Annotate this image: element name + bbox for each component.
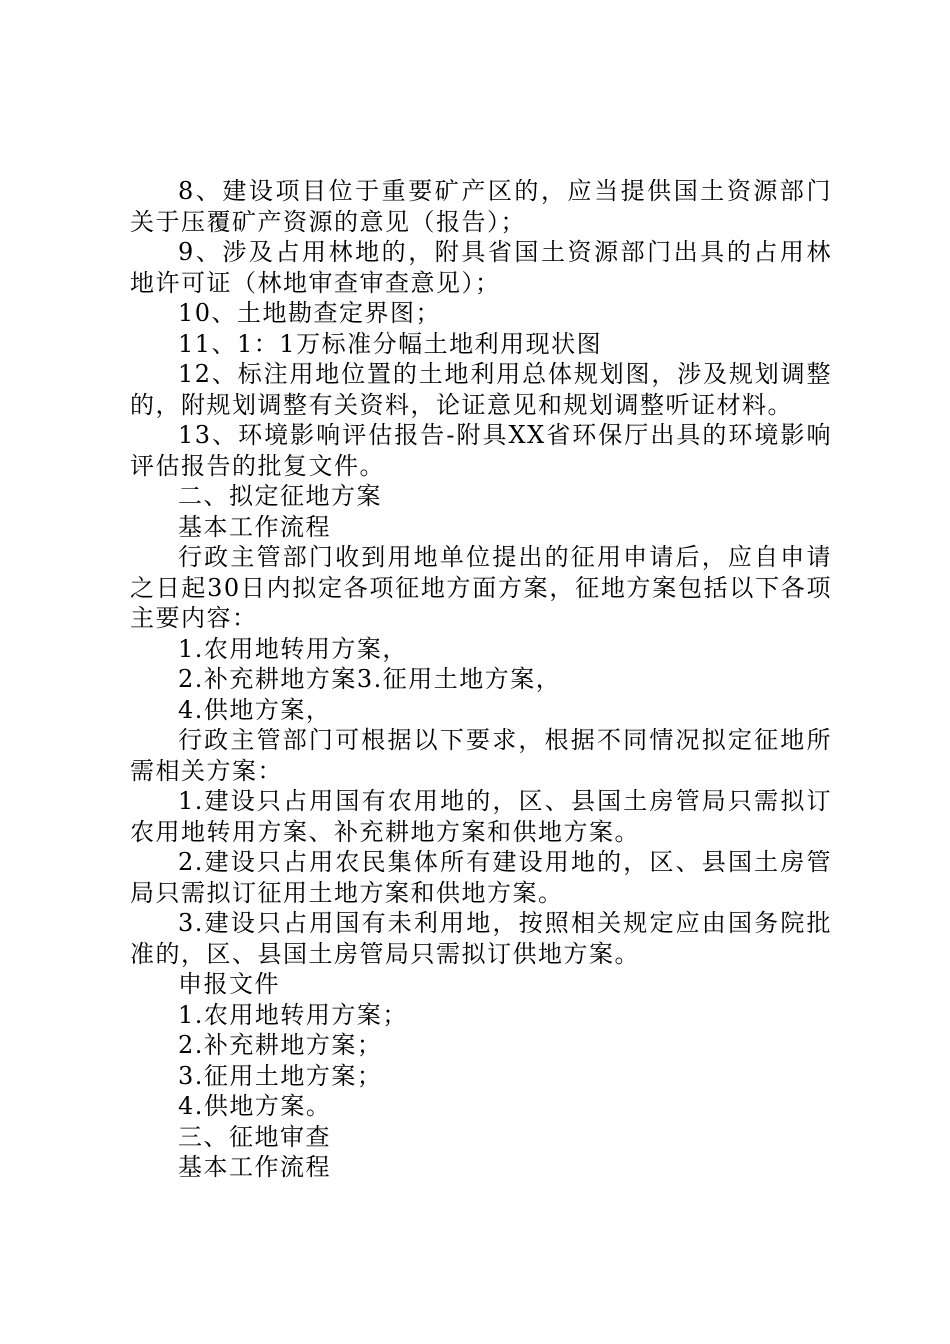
list-item: 3.征用土地方案；: [178, 1061, 383, 1090]
subsection-heading: 基本工作流程: [178, 512, 331, 541]
list-item: 1.农用地转用方案，: [178, 634, 408, 663]
list-item: 1.建设只占用国有农用地的，区、县国土房管局只需拟订农用地转用方案、补充耕地方案和供地方案。: [130, 787, 832, 846]
list-item: 4.供地方案，: [178, 695, 332, 724]
paragraph: 行政主管部门可根据以下要求，根据不同情况拟定征地所需相关方案：: [130, 726, 832, 785]
paragraph: 9、涉及占用林地的，附具省国土资源部门出具的占用林地许可证（林地审查审查意见）；: [130, 238, 832, 297]
paragraph: 8、建设项目位于重要矿产区的，应当提供国土资源部门关于压覆矿产资源的意见（报告）；: [130, 177, 832, 236]
document-body: [130, 176, 832, 1183]
list-item: 3.建设只占用国有未利用地，按照相关规定应由国务院批准的，区、县国土房管局只需拟订供地方案。: [130, 909, 832, 968]
paragraph: 12、标注用地位置的土地利用总体规划图，涉及规划调整的，附规划调整有关资料，论证意见和规划调整听证材料。: [130, 360, 832, 419]
list-item: 1.农用地转用方案；: [178, 1000, 408, 1029]
paragraph: 行政主管部门收到用地单位提出的征用申请后，应自申请之日起30日内拟定各项征地方面方案，征地方案包括以下各项主要内容：: [130, 543, 832, 632]
paragraph: 11、1：1万标准分幅土地利用现状图: [178, 329, 603, 358]
section-heading: 三、征地审查: [178, 1122, 331, 1151]
subsection-heading: 基本工作流程: [178, 1153, 331, 1181]
list-item: 4.供地方案。: [178, 1092, 332, 1120]
subsection-heading: 申报文件: [178, 970, 280, 998]
paragraph: 10、土地勘查定界图；: [178, 299, 442, 327]
list-item: 2.补充耕地方案；: [178, 1031, 383, 1059]
list-item: 2.补充耕地方案3.征用土地方案，: [178, 665, 562, 693]
section-heading: 二、拟定征地方案: [178, 482, 382, 510]
list-item: 2.建设只占用农民集体所有建设用地的，区、县国土房管局只需拟订征用土地方案和供地方案。: [130, 848, 832, 907]
paragraph: 13、环境影响评估报告-附具XX省环保厅出具的环境影响评估报告的批复文件。: [130, 421, 832, 480]
